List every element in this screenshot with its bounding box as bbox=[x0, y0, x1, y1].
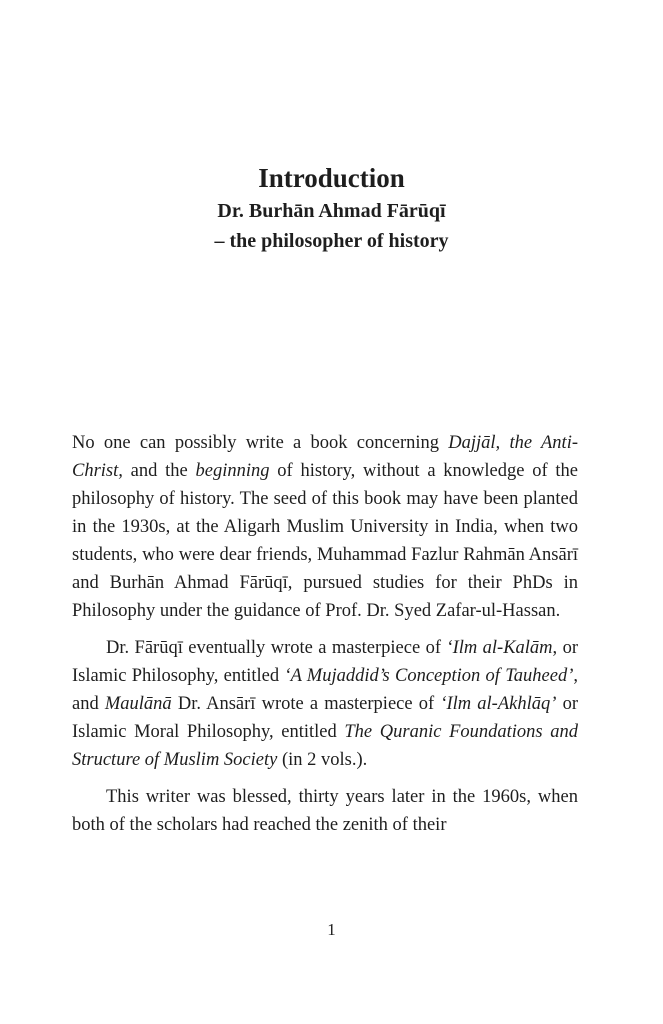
text-run: (in 2 vols.). bbox=[277, 750, 368, 770]
italic-run: The Quranic Foundations and Structure of Muslim Society bbox=[72, 722, 578, 770]
page-number: 1 bbox=[327, 920, 336, 939]
chapter-heading bbox=[0, 160, 663, 256]
text-run: , or Islamic Philosophy, entitled bbox=[72, 638, 578, 686]
page-title: Introduction bbox=[258, 163, 405, 193]
chapter-subtitle-line-1: Dr. Burhān Ahmad Fārūqī bbox=[217, 200, 446, 222]
text-run: of history, without a knowledge of the philosophy of history. The seed of this book may have been planted in the 1930s, at the Aligarh Muslim University in India, when two students, who were dear friends, Muhammad Fazlur Rahmān Ansārī and Burhān Ahmad Fārūqī, pursued studies for their PhDs in Philosophy under the guidance of Prof. Dr. Syed Zafar-ul-Hassan. bbox=[72, 461, 579, 621]
paragraph-2 bbox=[72, 634, 578, 774]
italic-run: ‘Ilm al-Kalām bbox=[446, 638, 553, 658]
text-run: , and bbox=[72, 666, 578, 714]
paragraph-1 bbox=[72, 429, 578, 625]
italic-run: Dajjāl, the Anti-Christ, bbox=[72, 433, 578, 481]
text-run: Dr. Fārūqī eventually wrote a masterpiece of bbox=[106, 638, 447, 658]
text-run: and the bbox=[122, 461, 196, 481]
text-run: No one can possibly write a book concerning bbox=[72, 433, 449, 453]
italic-run: ‘Ilm al-Akhlāq’ bbox=[440, 694, 557, 714]
text-run: Dr. Ansārī wrote a masterpiece of bbox=[171, 694, 441, 714]
text-run: or Islamic Moral Philosophy, entitled bbox=[72, 694, 578, 742]
italic-run: Maulānā bbox=[104, 694, 172, 714]
text-run: This writer was blessed, thirty years later in the 1960s, when both of the scholars had reached the zenith of their bbox=[72, 787, 578, 835]
italic-run: beginning bbox=[195, 461, 270, 481]
paragraph-3 bbox=[72, 783, 578, 839]
italic-run: ‘A Mujaddid’s Conception of Tauheed’ bbox=[284, 666, 574, 686]
body-text bbox=[72, 429, 578, 848]
chapter-subtitle-line-2: – the philosopher of history bbox=[214, 230, 449, 252]
